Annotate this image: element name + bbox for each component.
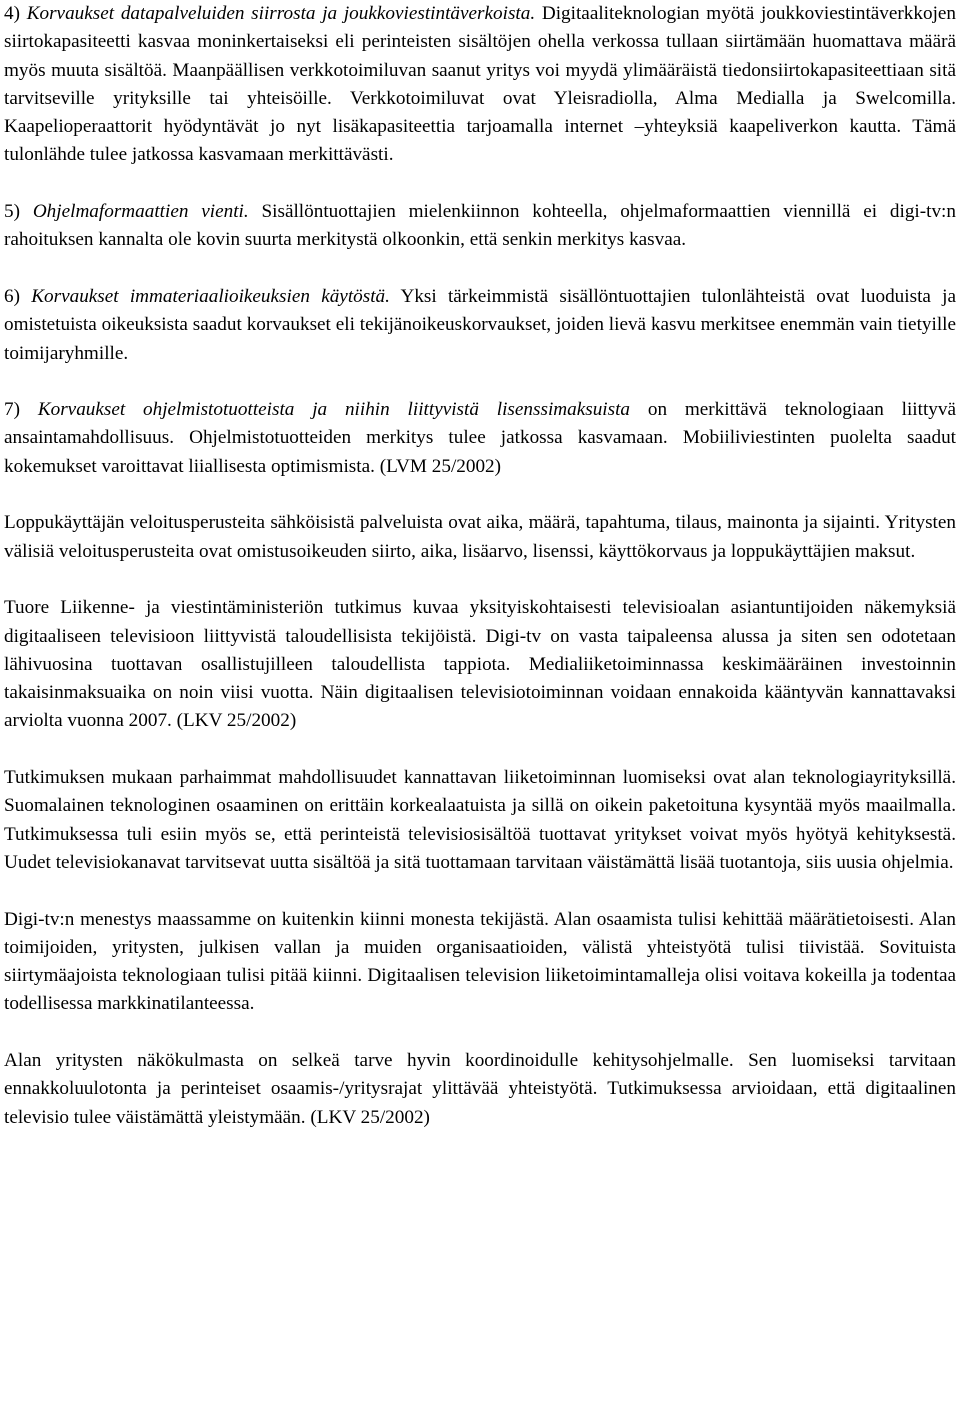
- item-number: 6): [4, 285, 32, 307]
- item-text: Yksi tärkeimmistä sisällöntuottajien tulonlähteistä ovat luoduista ja omistetuista oikeuksista saadut korvaukset eli tekijänoikeuskorvaukset, joiden lievä kasvu merkitsee enemmän vain tietyille toimijaryhmille.: [4, 285, 956, 364]
- document-page: [4, 0, 956, 1132]
- item-number: 4): [4, 3, 27, 24]
- item-number: 5): [4, 201, 33, 223]
- item-text: on merkittävä teknologiaan liittyvä ansaintamahdollisuus. Ohjelmistotuotteiden merkitys tulee jatkossa kasvamaan. Mobiiliviestinten puolelta saadut kokemukset varoittavat liiallisesta optimismista. (LVM 25/2002): [4, 399, 956, 477]
- item-title: Korvaukset ohjelmistotuotteista ja niihin liittyvistä lisenssimaksuista: [37, 399, 631, 421]
- item-number: 7): [4, 399, 38, 421]
- item-title: Korvaukset datapalveluiden siirrosta ja joukkoviestintäverkoista.: [26, 3, 536, 24]
- item-text: Sisällöntuottajien mielenkiinnon kohteella, ohjelmaformaattien viennillä ei digi-tv:n rahoituksen kannalta ole kovin suurta merkitystä olkoonkin, että senkin merkitys kasvaa.: [4, 201, 956, 251]
- paragraph-item-7: [4, 396, 956, 481]
- paragraph-item-6: [4, 283, 956, 368]
- item-text: Digitaaliteknologian myötä joukkoviestintäverkkojen siirtokapasiteetti kasvaa moninkertaiseksi eli perinteisten sisältöjen ohella verkossa tullaan siirtämään huomattava määrä myös muuta sisältöä. Maanpäällisen verkkotoimiluvan saanut yritys voi myydä ylimääräistä tiedonsiirtokapasiteettiaan sitä tarvitseville yrityksille tai yhteisöille. Verkkotoimiluvat ovat Yleisradiolla, Alma Medialla ja Swelcomilla. Kaapelioperaattorit hyödyntävät jo nyt lisäkapasiteettia tarjoamalla internet –yhteyksiä kaapeliverkon kautta. Tämä tulonlähde tulee jatkossa kasvamaan merkittävästi.: [4, 3, 957, 166]
- paragraph-item-5: [4, 198, 956, 255]
- item-title: Ohjelmaformaattien vienti.: [32, 201, 249, 223]
- paragraph-development-program: Alan yritysten näkökulmasta on selkeä tarve hyvin koordinoidulle kehitysohjelmalle. Sen luomiseksi tarvitaan ennakkoluulotonta ja perinteiset osaamis-/yritysrajat ylittävää yhteistyötä. Tutkimuksessa arvioidaan, että digitaalinen televisio tulee väistämättä yleistymään. (LKV 25/2002): [4, 1049, 956, 1128]
- paragraph-ministry-study: Tuore Liikenne- ja viestintäministeriön tutkimus kuvaa yksityiskohtaisesti televisioalan asiantuntijoiden näkemyksiä digitaaliseen televisioon liittyvistä taloudellisista tekijöistä. Digi-tv on vasta taipaleensa alussa ja siten sen odotetaan lähivuosina tuottavan osallistujilleen taloudellista tappiota. Medialiiketoiminnassa keskimääräinen investoinnin takaisinmaksuaika on noin viisi vuotta. Näin digitaalisen televisiotoiminnan voidaan ennakoida kääntyvän kannattavaksi arviolta vuonna 2007. (LKV 25/2002): [4, 597, 956, 732]
- paragraph-success-factors: Digi-tv:n menestys maassamme on kuitenkin kiinni monesta tekijästä. Alan osaamista tulisi kehittää määrätietoisesti. Alan toimijoiden, yritysten, julkisen vallan ja muiden organisaatioiden, välistä yhteistyötä tulisi tiivistää. Sovituista siirtymäajoista teknologiaan tulisi pitää kiinni. Digitaalisen television liiketoimintamalleja olisi voitava kokeilla ja todentaa todellisessa markkinatilanteessa.: [4, 908, 956, 1015]
- paragraph-item-4: [4, 0, 956, 170]
- paragraph-billing-bases: Loppukäyttäjän veloitusperusteita sähköisistä palveluista ovat aika, määrä, tapahtuma, tilaus, mainonta ja sijainti. Yritysten välisiä veloitusperusteita ovat omistusoikeuden siirto, aika, lisäarvo, lisenssi, käyttökorvaus ja loppukäyttäjien maksut.: [4, 512, 956, 562]
- item-title: Korvaukset immateriaalioikeuksien käytöstä.: [31, 285, 390, 307]
- paragraph-technology-companies: Tutkimuksen mukaan parhaimmat mahdollisuudet kannattavan liiketoiminnan luomiseksi ovat alan teknologiayrityksillä. Suomalainen teknologinen osaaminen on erittäin korkealaatuista ja sillä on oikein paketoituna kysyntää myös maailmalla. Tutkimuksessa tuli esiin myös se, että perinteistä televisiosisältöä tuottavat yritykset voivat myös hyötyä kehityksestä. Uudet televisiokanavat tarvitsevat uutta sisältöä ja sitä tuottamaan tarvitaan väistämättä lisää tuotantoja, siis uusia ohjelmia.: [4, 767, 956, 873]
